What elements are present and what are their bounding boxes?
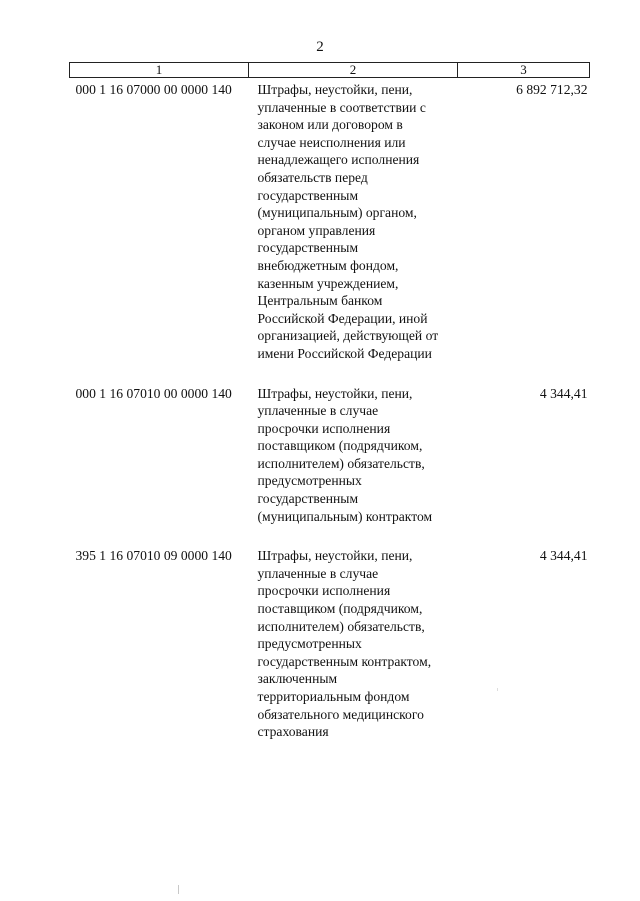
description-line: исполнителем) обязательств, bbox=[257, 455, 425, 471]
description-line: просрочки исполнения bbox=[257, 420, 391, 436]
revenue-description bbox=[249, 78, 458, 385]
description-line: органом управления bbox=[257, 222, 376, 238]
description-line: Штрафы, неустойки, пени, bbox=[257, 385, 413, 401]
page-number: 2 bbox=[316, 39, 324, 55]
description-line: предусмотренных bbox=[257, 636, 362, 652]
description-line: государственным контрактом, bbox=[257, 653, 432, 669]
description-line: казенным учреждением, bbox=[257, 275, 399, 291]
description-line: Штрафы, неустойки, пени, bbox=[257, 548, 413, 564]
table-header-row bbox=[70, 63, 590, 78]
description-line: (муниципальным) контрактом bbox=[257, 508, 433, 524]
description-line: государственным bbox=[257, 187, 359, 203]
revenue-description bbox=[249, 385, 458, 548]
description-line: организацией, действующей от bbox=[257, 328, 439, 344]
description-line: уплаченные в соответствии с bbox=[257, 99, 426, 115]
description-line: поставщиком (подрядчиком, bbox=[257, 601, 423, 617]
description-line: ненадлежащего исполнения bbox=[257, 152, 420, 168]
column-header-description: 2 bbox=[249, 63, 458, 78]
budget-revenue-table bbox=[69, 62, 590, 763]
description-line: государственным bbox=[257, 491, 359, 507]
description-line: заключенным bbox=[257, 671, 338, 687]
description-line: уплаченные в случае bbox=[257, 565, 379, 581]
description-line: поставщиком (подрядчиком, bbox=[257, 438, 423, 454]
table-row bbox=[70, 385, 590, 548]
description-line: случае неисполнения или bbox=[257, 134, 406, 150]
description-line: имени Российской Федерации bbox=[257, 345, 432, 361]
scan-artifact bbox=[178, 885, 179, 894]
description-line: внебюджетным фондом, bbox=[257, 257, 399, 273]
revenue-amount: 4 344,41 bbox=[539, 548, 588, 564]
description-line: территориальным фондом bbox=[257, 689, 410, 704]
description-line: Российской Федерации, иной bbox=[257, 310, 428, 326]
budget-classification-code: 000 1 16 07000 00 0000 140 bbox=[75, 82, 232, 97]
table-row bbox=[70, 78, 590, 385]
budget-classification-code: 395 1 16 07010 09 0000 140 bbox=[75, 548, 232, 564]
table-row bbox=[70, 547, 590, 763]
revenue-description bbox=[249, 547, 458, 763]
description-line: предусмотренных bbox=[257, 473, 362, 489]
table-body bbox=[70, 78, 590, 763]
description-line: просрочки исполнения bbox=[257, 583, 391, 599]
description-line: исполнителем) обязательств, bbox=[257, 618, 425, 634]
revenue-amount: 6 892 712,32 bbox=[516, 82, 588, 97]
description-line: страхования bbox=[257, 724, 329, 740]
column-header-code: 1 bbox=[70, 63, 249, 78]
description-line: государственным bbox=[257, 240, 359, 256]
description-line: обязательств перед bbox=[257, 169, 368, 185]
scan-artifact bbox=[497, 688, 498, 691]
description-line: обязательного медицинского bbox=[257, 706, 424, 722]
description-line: (муниципальным) органом, bbox=[257, 205, 417, 221]
description-line: Штрафы, неустойки, пени, bbox=[257, 82, 413, 97]
budget-classification-code: 000 1 16 07010 00 0000 140 bbox=[75, 385, 232, 401]
description-line: законом или договором в bbox=[257, 117, 403, 133]
column-header-amount: 3 bbox=[458, 63, 590, 78]
description-line: уплаченные в случае bbox=[257, 403, 379, 419]
revenue-amount: 4 344,41 bbox=[539, 385, 588, 401]
description-line: Центральным банком bbox=[257, 293, 383, 309]
